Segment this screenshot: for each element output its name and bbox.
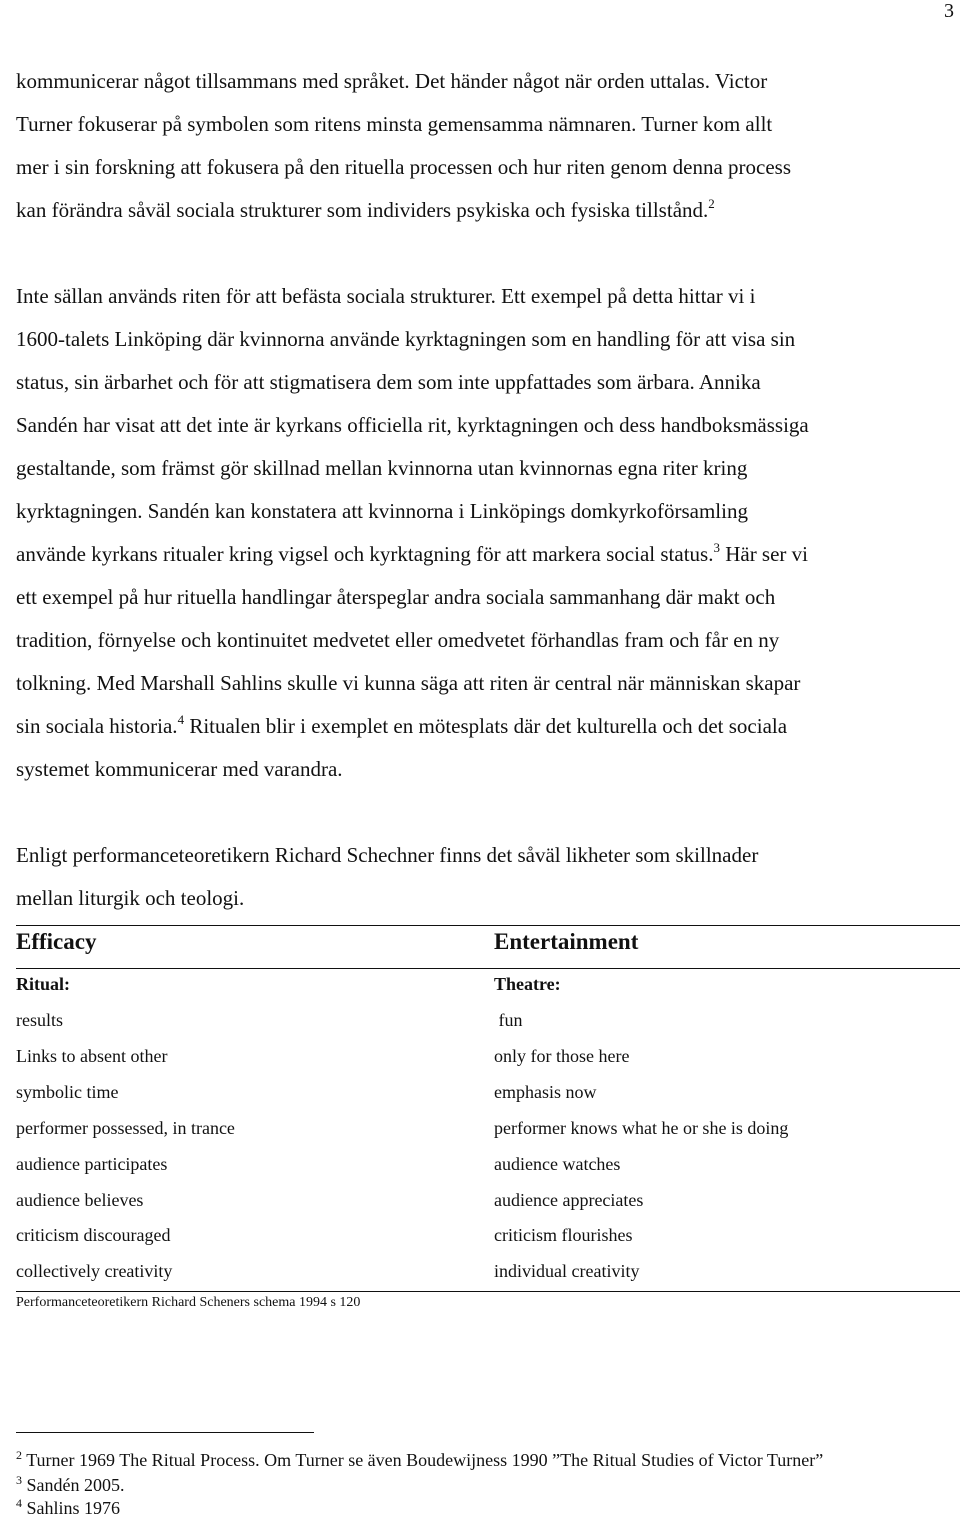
paragraph-line: systemet kommunicerar med varandra. bbox=[16, 757, 343, 781]
footnote-text: Sahlins 1976 bbox=[26, 1498, 121, 1518]
table-bottom-rule bbox=[16, 1291, 960, 1292]
paragraph-line bbox=[16, 189, 954, 232]
footnote-ref-3[interactable]: 3 bbox=[713, 540, 720, 555]
paragraph-line bbox=[16, 533, 954, 576]
paragraph-line-text: sin sociala historia. bbox=[16, 714, 178, 738]
footnote-number: 3 bbox=[16, 1473, 22, 1487]
table-cell-left: performer possessed, in trance bbox=[16, 1118, 235, 1138]
table-cell-left: audience believes bbox=[16, 1190, 144, 1210]
footnote-number: 4 bbox=[16, 1496, 22, 1510]
table-cell-right: criticism flourishes bbox=[494, 1225, 633, 1245]
footnote-number: 2 bbox=[16, 1448, 22, 1462]
paragraph-line: Inte sällan används riten för att befästa sociala strukturer. Ett exempel på detta hittar vi i bbox=[16, 284, 756, 308]
footnote-separator bbox=[16, 1432, 314, 1433]
paragraph-line-text: Ritualen blir i exemplet en mötesplats där det kulturella och det sociala bbox=[184, 714, 788, 738]
paragraph-3 bbox=[16, 834, 954, 920]
footnote-text: Sandén 2005. bbox=[26, 1475, 125, 1495]
table-cell-right: audience watches bbox=[494, 1154, 621, 1174]
table-cell-right: emphasis now bbox=[494, 1082, 597, 1102]
paragraph-line: tolkning. Med Marshall Sahlins skulle vi kunna säga att riten är central när människan skapar bbox=[16, 671, 801, 695]
paragraph-line: kyrktagningen. Sandén kan konstatera att kvinnorna i Linköpings domkyrkoförsamling bbox=[16, 499, 748, 523]
footnote-3 bbox=[16, 1473, 125, 1497]
footnote-text: Turner 1969 The Ritual Process. Om Turner se även Boudewijness 1990 ”The Ritual Studies of Victor Turner” bbox=[26, 1450, 824, 1470]
table-cell-left: audience participates bbox=[16, 1154, 168, 1174]
table-caption: Performanceteoretikern Richard Scheners schema 1994 s 120 bbox=[16, 1295, 361, 1310]
paragraph-line: gestaltande, som främst gör skillnad mellan kvinnorna utan kvinnornas egna riter kring bbox=[16, 456, 748, 480]
page-number: 3 bbox=[944, 0, 954, 22]
footnote-ref-2[interactable]: 2 bbox=[708, 196, 715, 211]
paragraph-line: Sandén har visat att det inte är kyrkans officiella rit, kyrktagningen och dess handboksmässiga bbox=[16, 413, 809, 437]
table-cell-right: only for those here bbox=[494, 1046, 630, 1066]
paragraph-line: status, sin ärbarhet och för att stigmatisera dem som inte uppfattades som ärbara. Annika bbox=[16, 370, 761, 394]
paragraph-line-text: kan förändra såväl sociala strukturer som individers psykiska och fysiska tillstånd. bbox=[16, 198, 709, 222]
paragraph-line: kommunicerar något tillsammans med språket. Det händer något när orden uttalas. Victor bbox=[16, 69, 768, 93]
table-cell-right: fun bbox=[494, 1010, 523, 1030]
table-cell-right: performer knows what he or she is doing bbox=[494, 1118, 789, 1138]
table-cell-left: results bbox=[16, 1010, 63, 1030]
table-header-efficacy: Efficacy bbox=[16, 929, 97, 954]
paragraph-line: 1600-talets Linköping där kvinnorna använde kyrktagningen som en handling för att visa sin bbox=[16, 327, 796, 351]
table-cell-right: individual creativity bbox=[494, 1261, 640, 1281]
paragraph-line-text: Här ser vi bbox=[719, 542, 809, 566]
paragraph-line: mellan liturgik och teologi. bbox=[16, 886, 245, 910]
paragraph-line: mer i sin forskning att fokusera på den rituella processen och hur riten genom denna process bbox=[16, 155, 792, 179]
paragraph-line: Enligt performanceteoretikern Richard Schechner finns det såväl likheter som skillnader bbox=[16, 843, 759, 867]
table-header-rule bbox=[16, 968, 960, 969]
table-top-rule bbox=[16, 925, 960, 926]
footnote-ref-4[interactable]: 4 bbox=[177, 712, 185, 727]
table-cell-left: Links to absent other bbox=[16, 1046, 168, 1066]
paragraph-line: ett exempel på hur rituella handlingar återspeglar andra sociala sammanhang där makt och bbox=[16, 585, 776, 609]
table-header-entertainment: Entertainment bbox=[494, 929, 639, 954]
table-cell-left: collectively creativity bbox=[16, 1261, 173, 1281]
paragraph-1 bbox=[16, 60, 954, 232]
paragraph-2 bbox=[16, 275, 954, 791]
paragraph-line: tradition, förnyelse och kontinuitet medvetet eller omedvetet förhandlas fram och får en ny bbox=[16, 628, 780, 652]
table-cell-right: audience appreciates bbox=[494, 1190, 644, 1210]
footnote-4 bbox=[16, 1496, 120, 1520]
footnote-2 bbox=[16, 1448, 823, 1472]
table-cell-left: criticism discouraged bbox=[16, 1225, 171, 1245]
paragraph-line bbox=[16, 705, 954, 748]
table-subheader-theatre: Theatre: bbox=[494, 974, 561, 994]
paragraph-line-text: använde kyrkans ritualer kring vigsel och kyrktagning för att markera social status. bbox=[16, 542, 714, 566]
table-subheader-ritual: Ritual: bbox=[16, 974, 70, 994]
paragraph-line: Turner fokuserar på symbolen som ritens minsta gemensamma nämnaren. Turner kom allt bbox=[16, 112, 773, 136]
table-cell-left: symbolic time bbox=[16, 1082, 119, 1102]
